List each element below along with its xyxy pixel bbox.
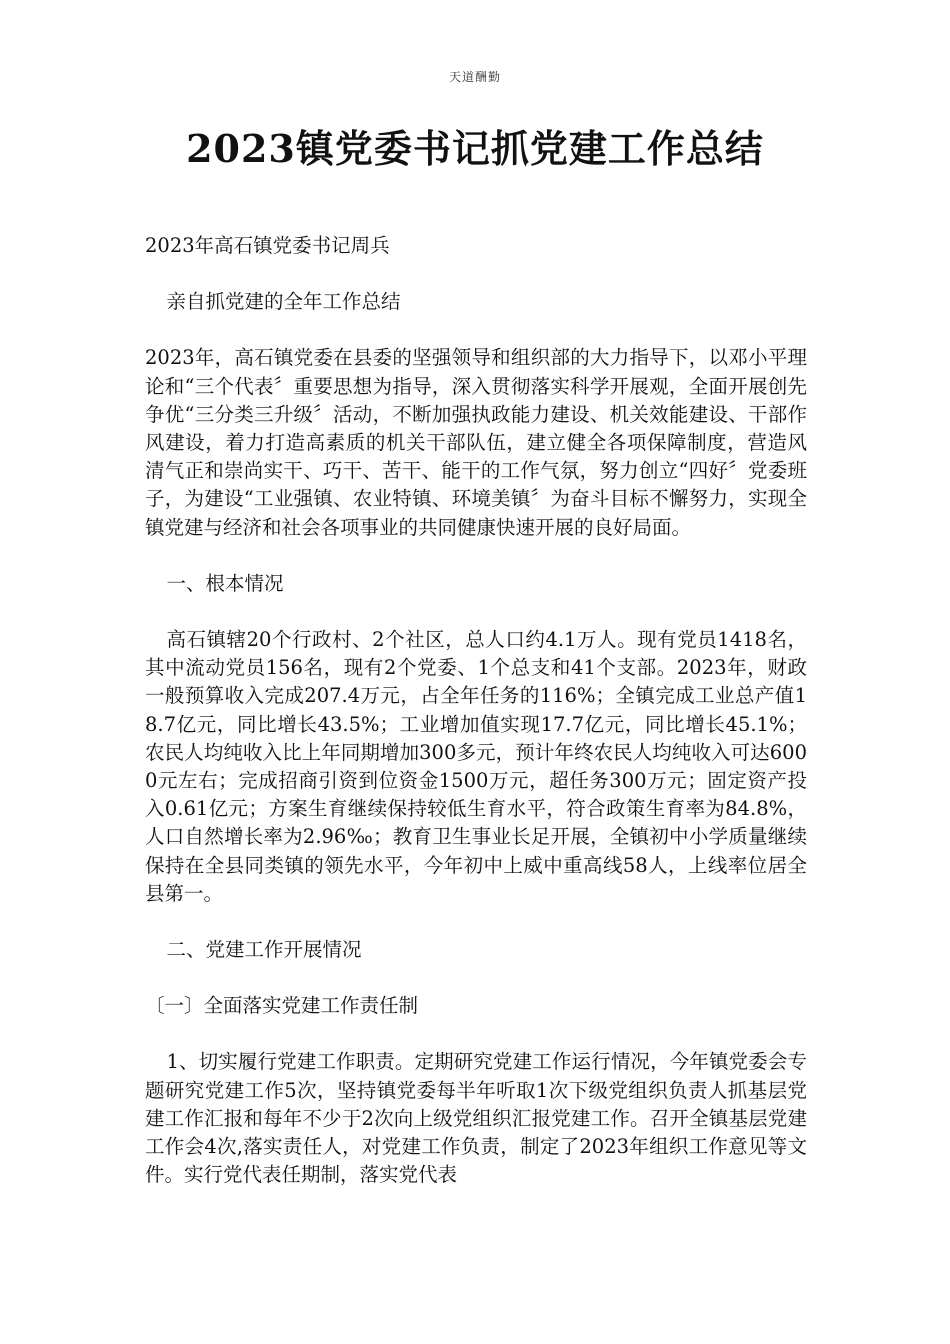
author-line: 2023年高石镇党委书记周兵 — [145, 234, 390, 257]
document-subtitle: 亲自抓党建的全年工作总结 — [166, 290, 401, 314]
section-heading-basic-situation: 一、根本情况 — [166, 571, 284, 595]
document-body — [145, 232, 807, 1189]
document-title: 2023镇党委书记抓党建工作总结 — [186, 126, 764, 171]
subsection-heading-responsibility: 〔一〕全面落实党建工作责任制 — [145, 994, 419, 1018]
page-header-note: 天道酬勤 — [448, 70, 501, 84]
intro-paragraph: 2023年，高石镇党委在县委的坚强领导和组织部的大力指导下，以邓小平理论和“三个代表〞重要思想为指导，深入贯彻落实科学开展观，全面开展创先争优“三分类三升级〞活动，不断加强执政能力建设、机关效能建设、干部作风建设，着力打造高素质的机关干部队伍，建立健全各项保障制度，营造风清气正和崇尚实干、巧干、苦干、能干的工作气氛，努力创立“四好〞党委班子，为建设“工业强镇、农业特镇、环境美镇〞为奋斗目标不懈努力，实现全镇党建与经济和社会各项事业的共同健康快速开展的良好局面。 — [145, 346, 807, 539]
basic-situation-paragraph: 高石镇辖20个行政村、2个社区，总人口约4.1万人。现有党员1418名，其中流动党员156名，现有2个党委、1个总支和41个支部。2023年，财政一般预算收入完成207.4万元，占全年任务的116%；全镇完成工业总产值18.7亿元，同比增长43.5%；工业增加值实现17.7亿元，同比增长45.1%；农民人均纯收入比上年同期增加300多元，预计年终农民人均纯收入可达6000元左右；完成招商引资到位资金1500万元，超任务300万元；固定资产投入0.61亿元；方案生育继续保持较低生育水平，符合政策生育率为84.8%，人口自然增长率为2.96‰；教育卫生事业长足开展，全镇初中小学质量继续保持在全县同类镇的领先水平，今年初中上威中重高线58人，上线率位居全县第一。 — [145, 628, 807, 905]
item-paragraph-duties: 1、切实履行党建工作职责。定期研究党建工作运行情况，今年镇党委会专题研究党建工作5次，坚持镇党委每半年听取1次下级党组织负责人抓基层党建工作汇报和每年不少于2次向上级党组织汇报党建工作。召开全镇基层党建工作会4次,落实责任人，对党建工作负责，制定了2023年组织工作意见等文件。实行党代表任期制，落实党代表 — [145, 1050, 807, 1187]
section-heading-party-building: 二、党建工作开展情况 — [166, 938, 362, 962]
